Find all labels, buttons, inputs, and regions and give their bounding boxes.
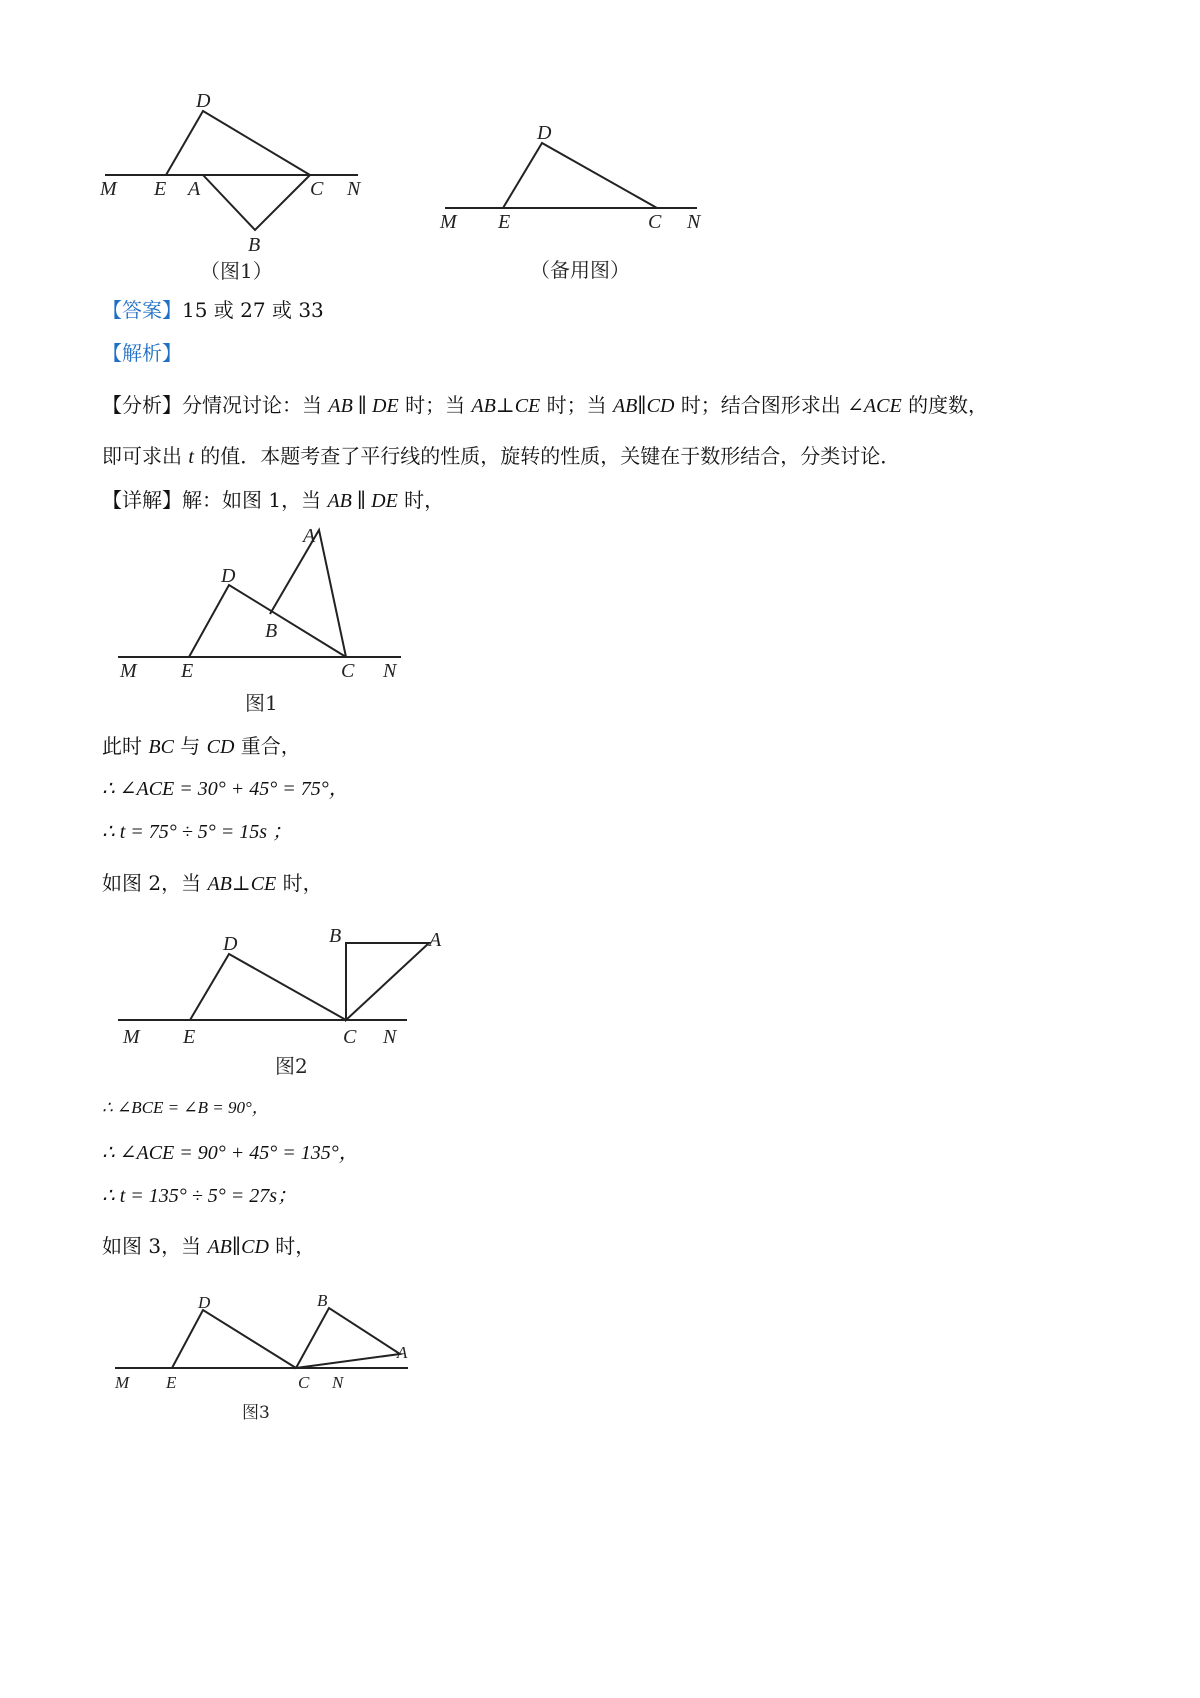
figure-1-top [100,85,400,285]
text-seg: 时， [275,1234,316,1258]
case1-line-2: ∴ ∠ACE = 30° + 45° = 75°， [102,778,349,800]
math-angle-ace: ∠ACE [847,395,902,417]
text-seg: 如图 3，当 [102,1234,202,1258]
label-c: C [341,660,355,682]
label-m: M [440,211,457,233]
case2-line-2: ∴ ∠ACE = 90° + 45° = 135°， [102,1142,359,1164]
math-parallel: ∥ [351,490,372,512]
label-d: D [196,90,211,112]
figure-case-2 [115,920,455,1085]
label-b: B [317,1291,328,1310]
text-seg: 时；当 [405,393,466,417]
math-perp: ⊥ [231,873,251,895]
label-n: N [347,178,361,200]
label-e: E [154,178,167,200]
math-cd: CD [646,395,675,417]
label-c: C [310,178,324,200]
figure-case-3 [110,1288,430,1428]
label-e: E [166,1373,177,1392]
jiexi-tag: 【解析】 [102,341,182,365]
math-ab: AB [207,873,232,895]
label-b: B [329,925,342,947]
text-seg: 时；结合图形求出 [680,393,841,417]
math-de: DE [372,395,399,417]
figure-caption: 图1 [245,691,278,715]
math-t: t [188,446,194,468]
math-cd: CD [241,1236,269,1258]
math-parallel: ∥ [231,1236,242,1258]
detail-intro [102,487,444,514]
math-ce: CE [514,395,541,417]
figure-case-1 [115,520,415,720]
figure-caption: （图1） [200,259,273,283]
math-cd: CD [206,736,235,758]
text-seg: 时， [404,488,445,512]
label-m: M [100,178,117,200]
label-c: C [343,1026,357,1048]
math-ab: AB [471,395,496,417]
label-a: A [397,1343,408,1362]
label-e: E [498,211,511,233]
answer-line [102,297,324,323]
label-b: B [265,620,278,642]
label-d: D [223,933,238,955]
detail-tag: 【详解】 [102,488,182,512]
text-seg: 解：如图 1，当 [182,488,322,512]
label-a: A [429,929,442,951]
label-n: N [383,660,397,682]
text-seg: 时；当 [546,393,607,417]
case2-intro [102,870,323,897]
label-a: A [188,178,201,200]
text-seg: 如图 2，当 [102,871,202,895]
text-seg: 重合， [240,734,301,758]
label-m: M [123,1026,140,1048]
math-parallel: ∥ [637,395,647,417]
math-parallel: ∥ [352,395,373,417]
fenxi-tag: 【分析】 [102,393,182,417]
label-n: N [687,211,701,233]
figure-backup [435,115,735,285]
text-seg: 的值．本题考查了平行线的性质，旋转的性质，关键在于数形结合，分类讨论． [200,444,901,468]
jiexi-line [102,340,182,366]
text-seg: 与 [180,734,201,758]
figure-caption: （备用图） [530,258,630,282]
math-ab: AB [612,395,638,417]
answer-text: 15 或 27 或 33 [182,298,324,322]
label-c: C [298,1373,310,1392]
math-perp: ⊥ [495,395,515,417]
math-ab: AB [327,490,352,512]
case3-intro [102,1233,315,1260]
label-e: E [181,660,194,682]
text-seg: 分情况讨论：当 [182,393,322,417]
label-m: M [120,660,137,682]
label-m: M [115,1373,130,1392]
math-bc: BC [148,736,174,758]
math-ce: CE [250,873,277,895]
label-e: E [183,1026,196,1048]
label-n: N [332,1373,344,1392]
math-de: DE [371,490,398,512]
fenxi-line-2 [102,443,900,470]
label-d: D [221,565,236,587]
label-n: N [383,1026,397,1048]
text-seg: 的度数， [908,393,989,417]
text-seg: 此时 [102,734,142,758]
label-d: D [198,1293,211,1312]
text-seg: 时， [282,871,323,895]
case1-line-3: ∴ t = 75° ÷ 5° = 15s ； [102,821,293,843]
case1-line-1 [102,733,301,760]
text-seg: 即可求出 [102,444,182,468]
answer-tag: 【答案】 [102,298,182,322]
label-a: A [303,525,316,547]
figure-caption: 图2 [275,1054,308,1078]
fenxi-line-1 [102,392,988,419]
case2-line-3: ∴ t = 135° ÷ 5° = 27s； [102,1185,298,1207]
math-ab: AB [207,1236,232,1258]
math-ab: AB [328,395,353,417]
label-d: D [537,122,552,144]
figure-caption: 图3 [242,1403,270,1423]
case2-line-1: ∴ ∠BCE = ∠B = 90°， [102,1098,269,1117]
label-c: C [648,211,662,233]
label-b: B [248,234,261,256]
